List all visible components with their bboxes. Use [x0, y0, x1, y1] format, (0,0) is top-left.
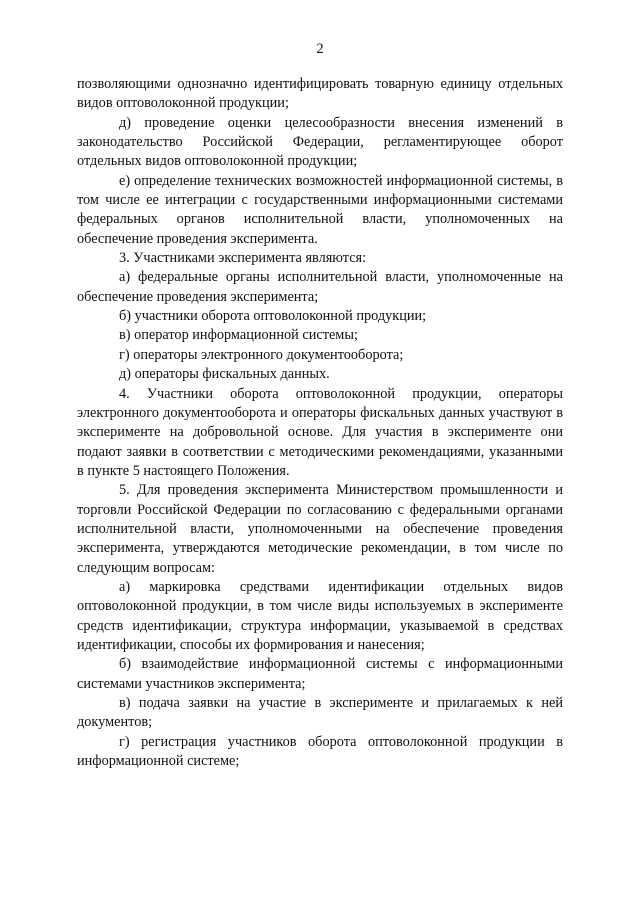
paragraph: 3. Участниками эксперимента являются: [119, 250, 367, 267]
paragraph: а) маркировка средствами идентификации отдельных видов оптоволоконной продукции, в том числе виды используемых в эксперименте средств идентификации, структура информации, указываемой в средствах идентификации, способы их формирования и нанесения; [77, 578, 563, 653]
paragraph: б) участники оборота оптоволоконной продукции; [119, 308, 427, 325]
paragraph: в) подача заявки на участие в эксперименте и прилагаемых к ней документов; [77, 695, 563, 731]
paragraph: г) операторы электронного документооборота; [119, 346, 404, 363]
page-number: 2 [316, 41, 324, 57]
paragraph: д) проведение оценки целесообразности внесения изменений в законодательство Российской Федерации, регламентирующее оборот отдельных видов оптоволоконной продукции; [77, 114, 563, 170]
paragraph: е) определение технических возможностей информационной системы, в том числе ее интеграции с государственными информационными системами федеральных органов исполнительной власти, уполномоченных на обеспечение проведения эксперимента. [77, 172, 563, 247]
paragraph: 4. Участники оборота оптоволоконной продукции, операторы электронного документооборота и операторы фискальных данных участвуют в эксперименте на добровольной основе. Для участия в эксперименте они подают заявки в соответствии с методическими рекомендациями, указанными в пункте 5 настоящего Положения. [77, 385, 563, 479]
paragraph: в) оператор информационной системы; [119, 327, 358, 344]
paragraph: д) операторы фискальных данных. [119, 366, 330, 383]
paragraph: а) федеральные органы исполнительной власти, уполномоченные на обеспечение проведения эксперимента; [77, 269, 563, 305]
paragraph: б) взаимодействие информационной системы с информационными системами участников эксперимента; [77, 656, 563, 692]
paragraph: г) регистрация участников оборота оптоволоконной продукции в информационной системе; [77, 733, 563, 770]
paragraph: 5. Для проведения эксперимента Министерством промышленности и торговли Российской Федерации по согласованию с федеральными органами исполнительной власти, уполномоченными на обеспечение проведения эксперимента, утверждаются методические рекомендации, в том числе по следующим вопросам: [77, 482, 563, 576]
paragraph: позволяющими однозначно идентифицировать товарную единицу отдельных видов оптоволоконной продукции; [77, 76, 563, 112]
document-body [77, 75, 563, 771]
